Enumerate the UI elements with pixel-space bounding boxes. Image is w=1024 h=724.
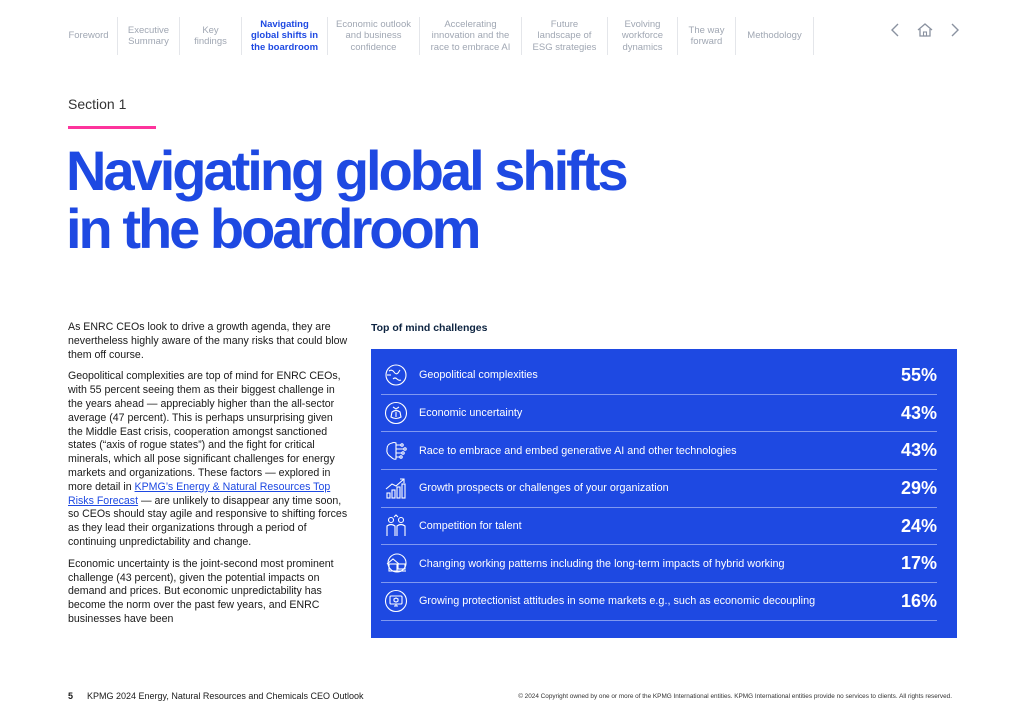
paragraph-intro: As ENRC CEOs look to drive a growth agenda, they are nevertheless highly aware of the many risks that could blow them off course.: [68, 321, 348, 361]
nav-item-key-findings[interactable]: Key findings: [180, 17, 242, 55]
challenge-value: 17%: [900, 553, 937, 574]
challenge-label: Changing working patterns including the long-term impacts of hybrid working: [419, 557, 785, 570]
page-title: Navigating global shifts in the boardroom: [66, 139, 626, 260]
challenge-value: 24%: [900, 515, 937, 536]
nav-item-foreword[interactable]: Foreword: [60, 17, 118, 55]
shield-monitor-icon: [381, 586, 411, 616]
home-icon[interactable]: [916, 20, 934, 40]
section-divider: [68, 126, 156, 129]
chevron-right-icon[interactable]: [946, 20, 964, 40]
challenge-label: Growth prospects or challenges of your organization: [419, 482, 669, 495]
challenge-value: 55%: [900, 364, 937, 385]
challenge-value: 29%: [900, 477, 937, 498]
risks-forecast-link[interactable]: KPMG’s Energy & Natural Resources Top Risks Forecast: [68, 480, 331, 507]
challenge-row: [381, 432, 937, 470]
nav-item-executive-summary[interactable]: Executive Summary: [118, 17, 180, 55]
chevron-left-icon[interactable]: [886, 20, 904, 40]
paragraph-geopolitical: [68, 370, 350, 549]
challenge-label: Competition for talent: [419, 520, 522, 533]
challenges-heading: Top of mind challenges: [371, 322, 488, 334]
top-navigation: [60, 14, 964, 58]
nav-item-economic-outlook[interactable]: Economic outlook and business confidence: [328, 17, 420, 55]
nav-item-accelerating-innovation[interactable]: Accelerating innovation and the race to embrace AI: [420, 17, 522, 55]
nav-item-methodology[interactable]: Methodology: [736, 17, 814, 55]
section-label: Section 1: [68, 96, 127, 112]
body-text: [68, 321, 350, 635]
paragraph-geopolitical-text-1: Geopolitical complexities are top of mind for ENRC CEOs, with 55 percent seeing them as their biggest challenge in the years ahead — appreciably higher than the all-sector average (47 percent). This is perhaps unsurprising given the Middle East crisis, cooperation amongst sanctioned states (“axis of rogue states”) and the fight for critical minerals, which all pose significant challenges for energy markets and organizations. These factors — explored in more detail in: [68, 370, 341, 493]
ai-circuit-icon: [381, 436, 411, 466]
challenge-row: [381, 395, 937, 433]
publication-title: KPMG 2024 Energy, Natural Resources and Chemicals CEO Outlook: [87, 691, 364, 701]
challenge-row: [381, 357, 937, 395]
people-icon: [381, 511, 411, 541]
challenge-value: 43%: [900, 440, 937, 461]
challenge-label: Growing protectionist attitudes in some markets e.g., such as economic decoupling: [419, 595, 816, 608]
challenge-value: 43%: [900, 402, 937, 423]
challenge-label: Economic uncertainty: [419, 407, 523, 420]
paragraph-geopolitical-text-2: — are unlikely to disappear any time soon, so CEOs should stay agile and responsive to shifting forces as they lead their organizations through a period of continuing unpredictability and change.: [68, 494, 348, 548]
page-footer: [68, 691, 952, 701]
paragraph-economic: Economic uncertainty is the joint-second most prominent challenge (43 percent), given the potential impacts on demand and prices. But economic unpredictability has become the norm over the past few years, and ENRC businesses have been: [68, 557, 334, 625]
copyright-notice: © 2024 Copyright owned by one or more of the KPMG International entities. KPMG International entities provide no services to clients. All rights reserved.: [518, 692, 952, 700]
growth-chart-icon: [381, 473, 411, 503]
nav-controls: [886, 20, 964, 40]
challenge-value: 16%: [900, 590, 937, 611]
challenge-label: Race to embrace and embed generative AI and other technologies: [419, 444, 737, 457]
challenge-row: [381, 508, 937, 546]
nav-item-way-forward[interactable]: The way forward: [678, 17, 736, 55]
globe-icon: [381, 360, 411, 390]
challenge-row: [381, 545, 937, 583]
challenge-row: [381, 583, 937, 621]
challenge-label: Geopolitical complexities: [419, 369, 538, 382]
challenge-row: [381, 470, 937, 508]
nav-item-workforce-dynamics[interactable]: Evolving workforce dynamics: [608, 17, 678, 55]
challenges-panel: [371, 349, 957, 638]
money-bag-icon: [381, 398, 411, 428]
nav-item-esg-strategies[interactable]: Future landscape of ESG strategies: [522, 17, 608, 55]
nav-item-navigating-global-shifts[interactable]: Navigating global shifts in the boardroom: [242, 17, 328, 55]
page-number: 5: [68, 691, 74, 701]
home-office-icon: [381, 549, 411, 579]
